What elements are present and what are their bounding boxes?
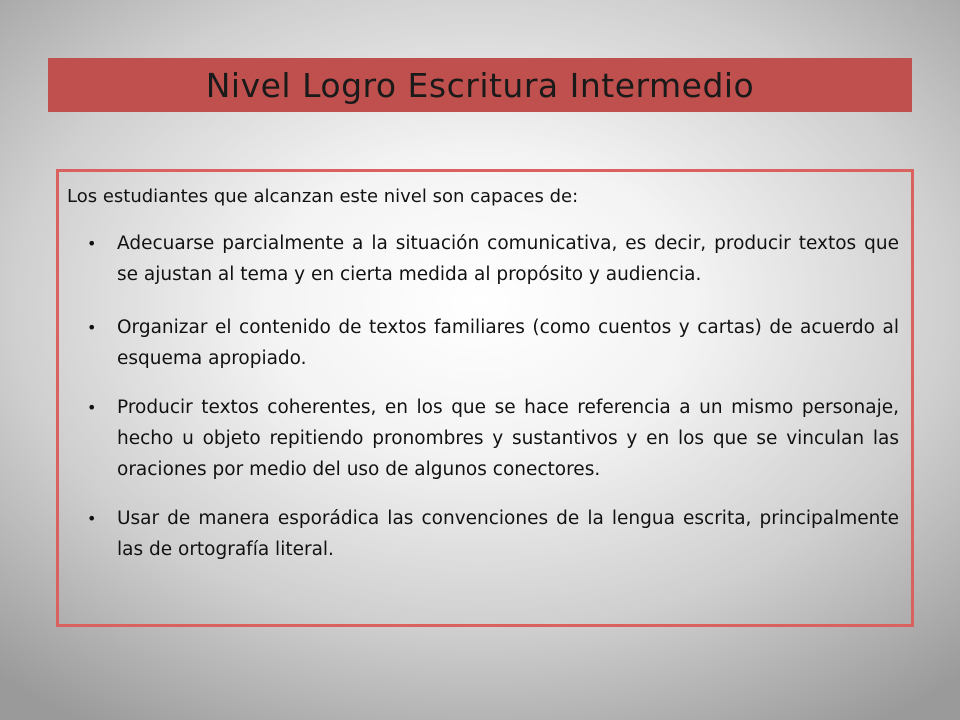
title-bar (48, 58, 912, 112)
slide-title: Nivel Logro Escritura Intermedio (205, 65, 755, 105)
bullet-text: Adecuarse parcialmente a la situación comunicativa, es decir, producir textos que se ajustan al tema y en cierta medida al propósito y audiencia. (117, 233, 899, 285)
bullet-text: Usar de manera esporádica las convenciones de la lengua escrita, principalmente las de ortografía literal. (117, 508, 899, 560)
bullet-icon: • (87, 318, 97, 337)
content-box (56, 169, 914, 627)
list-item (67, 228, 903, 290)
bullet-text: Producir textos coherentes, en los que se hace referencia a un mismo personaje, hecho u objeto repitiendo pronombres y sustantivos y en los que se vinculan las oraciones por medio del uso de algunos conectores. (117, 397, 899, 480)
bullet-text: Organizar el contenido de textos familiares (como cuentos y cartas) de acuerdo al esquema apropiado. (117, 317, 899, 369)
bullet-icon: • (87, 398, 97, 417)
list-item (67, 312, 903, 374)
bullet-list (67, 228, 903, 565)
intro-text: Los estudiantes que alcanzan este nivel son capaces de: (67, 186, 579, 207)
bullet-icon: • (87, 509, 97, 528)
bullet-icon: • (87, 234, 97, 253)
list-item (67, 392, 903, 485)
list-item (67, 503, 903, 565)
